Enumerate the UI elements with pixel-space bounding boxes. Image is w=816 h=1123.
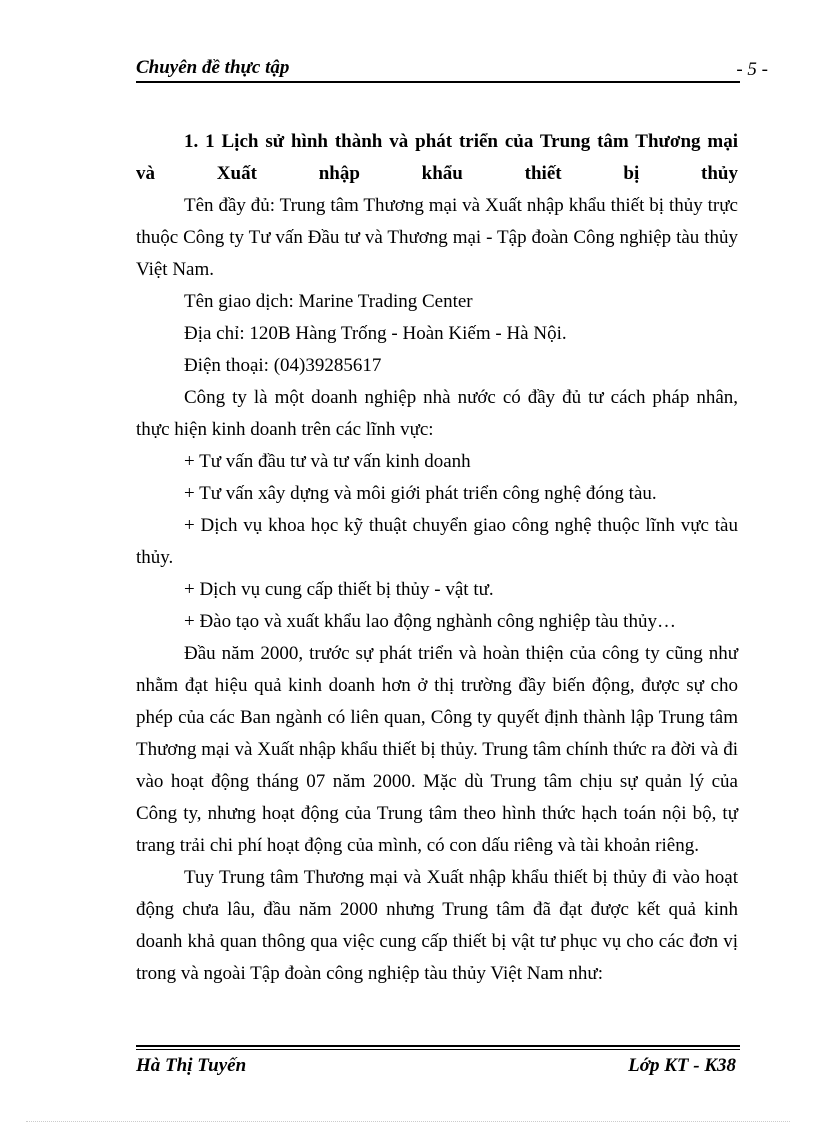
paragraph-address: Địa chỉ: 120B Hàng Trống - Hoàn Kiếm - Hà Nội. xyxy=(184,323,567,344)
section-heading: 1. 1 Lịch sử hình thành và phát triển của Trung tâm Thương mại xyxy=(184,131,738,152)
paragraph-history: Đầu năm 2000, trước sự phát triển và hoàn thiện của công ty cũng như nhằm đạt hiệu quả kinh doanh hơn ở thị trường đầy biến động, được sự cho phép của các Ban ngành có liên quan, Công ty quyết định thành lập Trung tâm Thương mại và Xuất nhập khẩu thiết bị thủy. Trung tâm chính thức ra đời và đi vào hoạt động tháng 07 năm 2000. Mặc dù Trung tâm chịu sự quản lý của Công ty, nhưng hoạt động của Trung tâm theo hình thức hạch toán nội bộ, tự trang trải chi phí hoạt động của mình, có con dấu riêng và tài khoản riêng. xyxy=(136,643,738,856)
paragraph-full-name: Tên đầy đủ: Trung tâm Thương mại và Xuất nhập khẩu thiết bị thủy trực thuộc Công ty Tư vấn Đầu tư và Thương mại - Tập đoàn Công nghiệp tàu thủy Việt Nam. xyxy=(136,195,738,280)
list-item: + Tư vấn đầu tư và tư vấn kinh doanh xyxy=(184,451,471,472)
section-heading-continued xyxy=(136,158,738,190)
footer-rule-thin xyxy=(136,1049,740,1050)
list-item: + Dịch vụ khoa học kỹ thuật chuyển giao công nghệ thuộc lĩnh vực tàu thủy. xyxy=(136,515,738,568)
page-header xyxy=(136,57,768,83)
footer-class: Lớp KT - K38 xyxy=(628,1055,736,1076)
list-item: + Đào tạo và xuất khẩu lao động nghành công nghiệp tàu thủy… xyxy=(184,611,676,632)
heading-word: và xyxy=(136,163,155,184)
document-body xyxy=(136,126,738,990)
footer-rule xyxy=(136,1045,740,1047)
heading-word: thiết xyxy=(524,163,562,184)
paragraph-trade-name: Tên giao dịch: Marine Trading Center xyxy=(184,291,473,312)
paragraph-results: Tuy Trung tâm Thương mại và Xuất nhập khẩu thiết bị thủy đi vào hoạt động chưa lâu, đầu năm 2000 nhưng Trung tâm đã đạt được kết quả kinh doanh khả quan thông qua việc cung cấp thiết bị vật tư phục vụ cho các đơn vị trong và ngoài Tập đoàn công nghiệp tàu thủy Việt Nam như: xyxy=(136,867,738,984)
page-number: - 5 - xyxy=(736,59,768,80)
page-edge xyxy=(26,1121,790,1122)
page-footer xyxy=(136,1045,740,1079)
header-rule xyxy=(136,81,740,83)
list-item: + Tư vấn xây dựng và môi giới phát triển công nghệ đóng tàu. xyxy=(184,483,657,504)
paragraph-company-intro: Công ty là một doanh nghiệp nhà nước có đầy đủ tư cách pháp nhân, thực hiện kinh doanh trên các lĩnh vực: xyxy=(136,387,738,440)
heading-word: thủy xyxy=(701,163,738,184)
footer-author: Hà Thị Tuyến xyxy=(136,1055,247,1076)
heading-word: nhập xyxy=(318,163,360,184)
heading-word: Xuất xyxy=(216,163,257,184)
heading-word: bị xyxy=(623,163,640,184)
header-title: Chuyên đề thực tập xyxy=(136,57,290,78)
heading-word: khẩu xyxy=(421,163,463,184)
list-item: + Dịch vụ cung cấp thiết bị thủy - vật tư. xyxy=(184,579,494,600)
paragraph-phone: Điện thoại: (04)39285617 xyxy=(184,355,382,376)
